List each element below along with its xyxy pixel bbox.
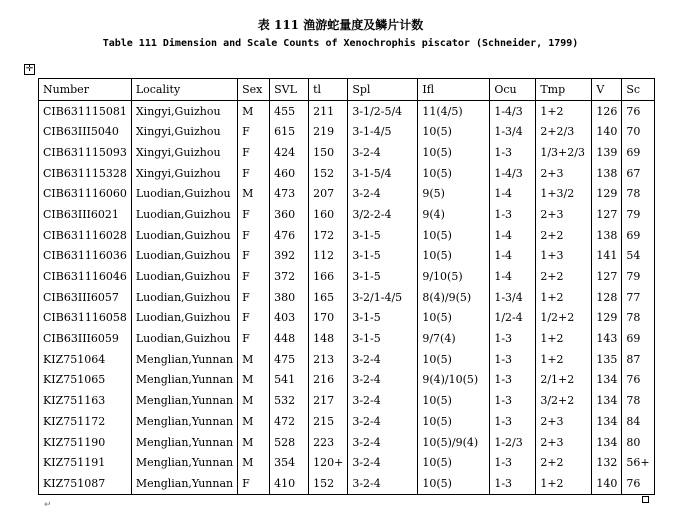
table-cell-sex: F [238, 266, 270, 287]
table-row [39, 121, 655, 142]
table-cell-spl: 3-2-4 [348, 142, 418, 163]
table-cell-v: 127 [592, 266, 622, 287]
table-cell-sc: 69 [622, 328, 654, 349]
table-cell-sex: F [238, 308, 270, 329]
table-cell-spl: 3-2-4 [348, 370, 418, 391]
table-row [39, 308, 655, 329]
table-cell-ifl: 10(5) [418, 349, 490, 370]
table-cell-number: KIZ751064 [39, 349, 132, 370]
table-cell-locality: Luodian,Guizhou [131, 308, 237, 329]
table-cell-sex: M [238, 183, 270, 204]
table-cell-ocu: 1-4 [490, 266, 536, 287]
table-cell-tmp: 1+3 [536, 246, 592, 267]
table-cell-svl: 532 [270, 390, 309, 411]
table-cell-tl: 216 [309, 370, 348, 391]
column-header-sex: Sex [238, 79, 270, 101]
table-cell-svl: 476 [270, 225, 309, 246]
table-cell-v: 135 [592, 349, 622, 370]
table-cell-spl: 3-1/2-5/4 [348, 100, 418, 121]
table-cell-svl: 360 [270, 204, 309, 225]
paragraph-mark-icon: ↵ [44, 500, 52, 510]
table-cell-locality: Xingyi,Guizhou [131, 142, 237, 163]
table-cell-locality: Menglian,Yunnan [131, 432, 237, 453]
table-cell-sex: M [238, 370, 270, 391]
table-cell-sex: F [238, 328, 270, 349]
table-row [39, 452, 655, 473]
table-cell-spl: 3-1-4/5 [348, 121, 418, 142]
table-cell-ocu: 1/2-4 [490, 308, 536, 329]
table-cell-svl: 372 [270, 266, 309, 287]
table-cell-number: CIB631115081 [39, 100, 132, 121]
column-header-tl: tl [309, 79, 348, 101]
table-cell-svl: 410 [270, 473, 309, 494]
table-cell-svl: 472 [270, 411, 309, 432]
table-cell-v: 134 [592, 411, 622, 432]
table-cell-locality: Luodian,Guizhou [131, 266, 237, 287]
table-cell-ifl: 11(4/5) [418, 100, 490, 121]
table-cell-tmp: 2+3 [536, 411, 592, 432]
table-cell-locality: Menglian,Yunnan [131, 473, 237, 494]
table-row [39, 390, 655, 411]
table-cell-svl: 354 [270, 452, 309, 473]
table-cell-ifl: 10(5) [418, 390, 490, 411]
table-cell-v: 129 [592, 183, 622, 204]
table-cell-svl: 392 [270, 246, 309, 267]
table-cell-spl: 3-1-5 [348, 246, 418, 267]
table-cell-v: 140 [592, 473, 622, 494]
table-body [39, 100, 655, 494]
table-cell-svl: 448 [270, 328, 309, 349]
data-table [38, 78, 655, 495]
column-header-locality: Locality [131, 79, 237, 101]
table-cell-tl: 170 [309, 308, 348, 329]
table-cell-tl: 215 [309, 411, 348, 432]
table-cell-ocu: 1-3/4 [490, 121, 536, 142]
table-cell-svl: 424 [270, 142, 309, 163]
table-cell-tmp: 1+2 [536, 473, 592, 494]
table-cell-v: 138 [592, 163, 622, 184]
table-cell-spl: 3-2-4 [348, 452, 418, 473]
table-cell-sc: 70 [622, 121, 654, 142]
table-row [39, 142, 655, 163]
column-header-spl: Spl [348, 79, 418, 101]
table-cell-number: CIB631116036 [39, 246, 132, 267]
table-title-chinese: 表 111 渔游蛇量度及鳞片计数 [257, 18, 424, 32]
table-row [39, 100, 655, 121]
table-cell-sc: 78 [622, 308, 654, 329]
table-cell-tmp: 1+3/2 [536, 183, 592, 204]
table-cell-tl: 160 [309, 204, 348, 225]
table-row [39, 204, 655, 225]
table-cell-v: 138 [592, 225, 622, 246]
column-header-tmp: Tmp [536, 79, 592, 101]
table-cell-ocu: 1-4/3 [490, 163, 536, 184]
table-cell-spl: 3-1-5 [348, 266, 418, 287]
table-cell-ocu: 1-3 [490, 390, 536, 411]
table-cell-v: 141 [592, 246, 622, 267]
table-cell-sex: M [238, 100, 270, 121]
table-cell-number: CIB631116028 [39, 225, 132, 246]
table-cell-sex: M [238, 349, 270, 370]
table-cell-locality: Luodian,Guizhou [131, 328, 237, 349]
table-cell-locality: Menglian,Yunnan [131, 390, 237, 411]
table-row [39, 287, 655, 308]
table-row [39, 349, 655, 370]
table-cell-ifl: 10(5) [418, 142, 490, 163]
table-cell-number: CIB63III6057 [39, 287, 132, 308]
column-header-sc: Sc [622, 79, 654, 101]
table-cell-tl: 152 [309, 473, 348, 494]
table-cell-number: KIZ751065 [39, 370, 132, 391]
table-cell-tmp: 2+2 [536, 266, 592, 287]
table-cell-sex: F [238, 287, 270, 308]
table-cell-v: 128 [592, 287, 622, 308]
table-cell-spl: 3-1-5 [348, 225, 418, 246]
table-cell-tmp: 2+2 [536, 225, 592, 246]
table-cell-tl: 211 [309, 100, 348, 121]
column-header-ocu: Ocu [490, 79, 536, 101]
table-cell-ifl: 9(4)/10(5) [418, 370, 490, 391]
table-cell-ocu: 1-3 [490, 473, 536, 494]
table-cell-sex: F [238, 121, 270, 142]
table-cell-tl: 219 [309, 121, 348, 142]
table-cell-spl: 3-1-5 [348, 308, 418, 329]
table-cell-sex: M [238, 452, 270, 473]
table-cell-sex: F [238, 473, 270, 494]
table-cell-tmp: 2+2 [536, 452, 592, 473]
table-cell-spl: 3-1-5/4 [348, 163, 418, 184]
table-cell-tmp: 2+2/3 [536, 121, 592, 142]
table-cell-ifl: 10(5)/9(4) [418, 432, 490, 453]
table-cell-svl: 455 [270, 100, 309, 121]
table-cell-locality: Menglian,Yunnan [131, 349, 237, 370]
table-cell-number: CIB631116058 [39, 308, 132, 329]
table-cell-v: 129 [592, 308, 622, 329]
table-cell-v: 134 [592, 432, 622, 453]
table-cell-number: CIB63III6021 [39, 204, 132, 225]
table-cell-tl: 223 [309, 432, 348, 453]
table-cell-spl: 3-2-4 [348, 183, 418, 204]
table-cell-sc: 79 [622, 266, 654, 287]
table-cell-tmp: 1/2+2 [536, 308, 592, 329]
table-cell-tl: 148 [309, 328, 348, 349]
table-cell-ocu: 1-3 [490, 452, 536, 473]
table-cell-ocu: 1-3 [490, 142, 536, 163]
table-cell-sc: 69 [622, 142, 654, 163]
table-cell-sex: F [238, 225, 270, 246]
table-cell-svl: 475 [270, 349, 309, 370]
table-cell-ocu: 1-3 [490, 349, 536, 370]
table-cell-sc: 78 [622, 390, 654, 411]
table-cell-locality: Menglian,Yunnan [131, 411, 237, 432]
table-cell-svl: 541 [270, 370, 309, 391]
table-cell-spl: 3-2-4 [348, 473, 418, 494]
table-row [39, 163, 655, 184]
table-cell-locality: Luodian,Guizhou [131, 225, 237, 246]
table-cell-ocu: 1-3 [490, 204, 536, 225]
table-cell-tl: 150 [309, 142, 348, 163]
table-cell-v: 126 [592, 100, 622, 121]
table-cell-sc: 84 [622, 411, 654, 432]
table-cell-sc: 80 [622, 432, 654, 453]
table-cell-ifl: 8(4)/9(5) [418, 287, 490, 308]
table-cell-tmp: 2+3 [536, 204, 592, 225]
table-cell-tl: 152 [309, 163, 348, 184]
table-cell-number: CIB631115328 [39, 163, 132, 184]
table-cell-ifl: 10(5) [418, 452, 490, 473]
table-cell-tl: 213 [309, 349, 348, 370]
table-cell-spl: 3-1-5 [348, 328, 418, 349]
table-cell-sex: M [238, 390, 270, 411]
table-cell-tl: 165 [309, 287, 348, 308]
table-cell-number: KIZ751191 [39, 452, 132, 473]
table-cell-sex: F [238, 142, 270, 163]
table-cell-ifl: 9(5) [418, 183, 490, 204]
table-cell-sc: 54 [622, 246, 654, 267]
table-cell-ifl: 10(5) [418, 225, 490, 246]
table-row [39, 246, 655, 267]
table-cell-v: 134 [592, 390, 622, 411]
table-move-handle-icon[interactable]: ✛ [25, 64, 34, 74]
table-cell-number: CIB631115093 [39, 142, 132, 163]
table-cell-tmp: 3/2+2 [536, 390, 592, 411]
table-cell-sex: F [238, 246, 270, 267]
table-cell-locality: Luodian,Guizhou [131, 246, 237, 267]
table-cell-tl: 112 [309, 246, 348, 267]
column-header-v: V [592, 79, 622, 101]
table-cell-tl: 217 [309, 390, 348, 411]
table-cell-spl: 3-2-4 [348, 432, 418, 453]
table-cell-ocu: 1-4 [490, 225, 536, 246]
table-cell-tmp: 1/3+2/3 [536, 142, 592, 163]
table-row [39, 225, 655, 246]
table-cell-sex: F [238, 204, 270, 225]
table-cell-tmp: 1+2 [536, 349, 592, 370]
table-cell-sex: M [238, 411, 270, 432]
table-cell-v: 134 [592, 370, 622, 391]
table-cell-number: CIB63III5040 [39, 121, 132, 142]
column-header-ifl: Ifl [418, 79, 490, 101]
column-header-svl: SVL [270, 79, 309, 101]
table-cell-number: CIB631116046 [39, 266, 132, 287]
table-cell-ocu: 1-3 [490, 411, 536, 432]
table-cell-number: CIB631116060 [39, 183, 132, 204]
table-cell-tmp: 1+2 [536, 328, 592, 349]
table-cell-ifl: 10(5) [418, 473, 490, 494]
table-cell-spl: 3-2/1-4/5 [348, 287, 418, 308]
table-cell-sc: 76 [622, 100, 654, 121]
table-cell-ocu: 1-2/3 [490, 432, 536, 453]
table-row [39, 370, 655, 391]
table-row [39, 473, 655, 494]
table-cell-v: 127 [592, 204, 622, 225]
table-cell-ocu: 1-3 [490, 370, 536, 391]
table-resize-handle[interactable] [642, 496, 649, 503]
table-cell-sex: F [238, 163, 270, 184]
table-cell-tl: 207 [309, 183, 348, 204]
table-row [39, 411, 655, 432]
table-cell-ifl: 9(4) [418, 204, 490, 225]
table-cell-ifl: 10(5) [418, 163, 490, 184]
table-cell-sc: 87 [622, 349, 654, 370]
table-cell-locality: Xingyi,Guizhou [131, 121, 237, 142]
table-cell-sc: 67 [622, 163, 654, 184]
table-cell-ifl: 9/10(5) [418, 266, 490, 287]
table-cell-locality: Menglian,Yunnan [131, 370, 237, 391]
table-cell-ocu: 1-4 [490, 246, 536, 267]
table-cell-v: 143 [592, 328, 622, 349]
table-cell-sex: M [238, 432, 270, 453]
table-cell-number: KIZ751163 [39, 390, 132, 411]
table-title-english: Table 111 Dimension and Scale Counts of Xenochrophis piscator (Schneider, 1799) [102, 38, 579, 49]
table-cell-sc: 56+ [622, 452, 654, 473]
table-cell-locality: Menglian,Yunnan [131, 452, 237, 473]
table-cell-tmp: 2+3 [536, 163, 592, 184]
table-cell-number: CIB63III6059 [39, 328, 132, 349]
table-cell-tl: 172 [309, 225, 348, 246]
table-header-row [39, 79, 655, 101]
table-cell-tmp: 2/1+2 [536, 370, 592, 391]
table-cell-svl: 473 [270, 183, 309, 204]
table-cell-tmp: 2+3 [536, 432, 592, 453]
table-cell-svl: 615 [270, 121, 309, 142]
table-cell-number: KIZ751087 [39, 473, 132, 494]
table-cell-spl: 3/2-2-4 [348, 204, 418, 225]
table-cell-sc: 76 [622, 473, 654, 494]
table-cell-svl: 528 [270, 432, 309, 453]
table-cell-locality: Luodian,Guizhou [131, 287, 237, 308]
table-cell-locality: Xingyi,Guizhou [131, 100, 237, 121]
table-cell-spl: 3-2-4 [348, 349, 418, 370]
table-cell-ifl: 10(5) [418, 246, 490, 267]
table-row [39, 183, 655, 204]
table-cell-locality: Xingyi,Guizhou [131, 163, 237, 184]
table-cell-ocu: 1-4/3 [490, 100, 536, 121]
table-cell-sc: 76 [622, 370, 654, 391]
table-cell-number: KIZ751172 [39, 411, 132, 432]
table-cell-ocu: 1-4 [490, 183, 536, 204]
table-row [39, 432, 655, 453]
column-header-number: Number [39, 79, 132, 101]
table-cell-spl: 3-2-4 [348, 411, 418, 432]
table-cell-ifl: 10(5) [418, 121, 490, 142]
table-cell-v: 140 [592, 121, 622, 142]
table-cell-tmp: 1+2 [536, 100, 592, 121]
table-cell-ifl: 10(5) [418, 411, 490, 432]
table-cell-ifl: 9/7(4) [418, 328, 490, 349]
table-cell-v: 132 [592, 452, 622, 473]
table-cell-sc: 77 [622, 287, 654, 308]
table-cell-number: KIZ751190 [39, 432, 132, 453]
table-cell-locality: Luodian,Guizhou [131, 204, 237, 225]
table-cell-svl: 403 [270, 308, 309, 329]
table-cell-sc: 69 [622, 225, 654, 246]
table-cell-tl: 166 [309, 266, 348, 287]
table-cell-tl: 120+ [309, 452, 348, 473]
table-cell-sc: 78 [622, 183, 654, 204]
table-cell-ifl: 10(5) [418, 308, 490, 329]
table-cell-ocu: 1-3/4 [490, 287, 536, 308]
table-cell-v: 139 [592, 142, 622, 163]
table-cell-spl: 3-2-4 [348, 390, 418, 411]
table-cell-locality: Luodian,Guizhou [131, 183, 237, 204]
table-row [39, 328, 655, 349]
table-cell-sc: 79 [622, 204, 654, 225]
table-cell-svl: 460 [270, 163, 309, 184]
table-cell-svl: 380 [270, 287, 309, 308]
table-cell-tmp: 1+2 [536, 287, 592, 308]
table-cell-ocu: 1-3 [490, 328, 536, 349]
table-row [39, 266, 655, 287]
